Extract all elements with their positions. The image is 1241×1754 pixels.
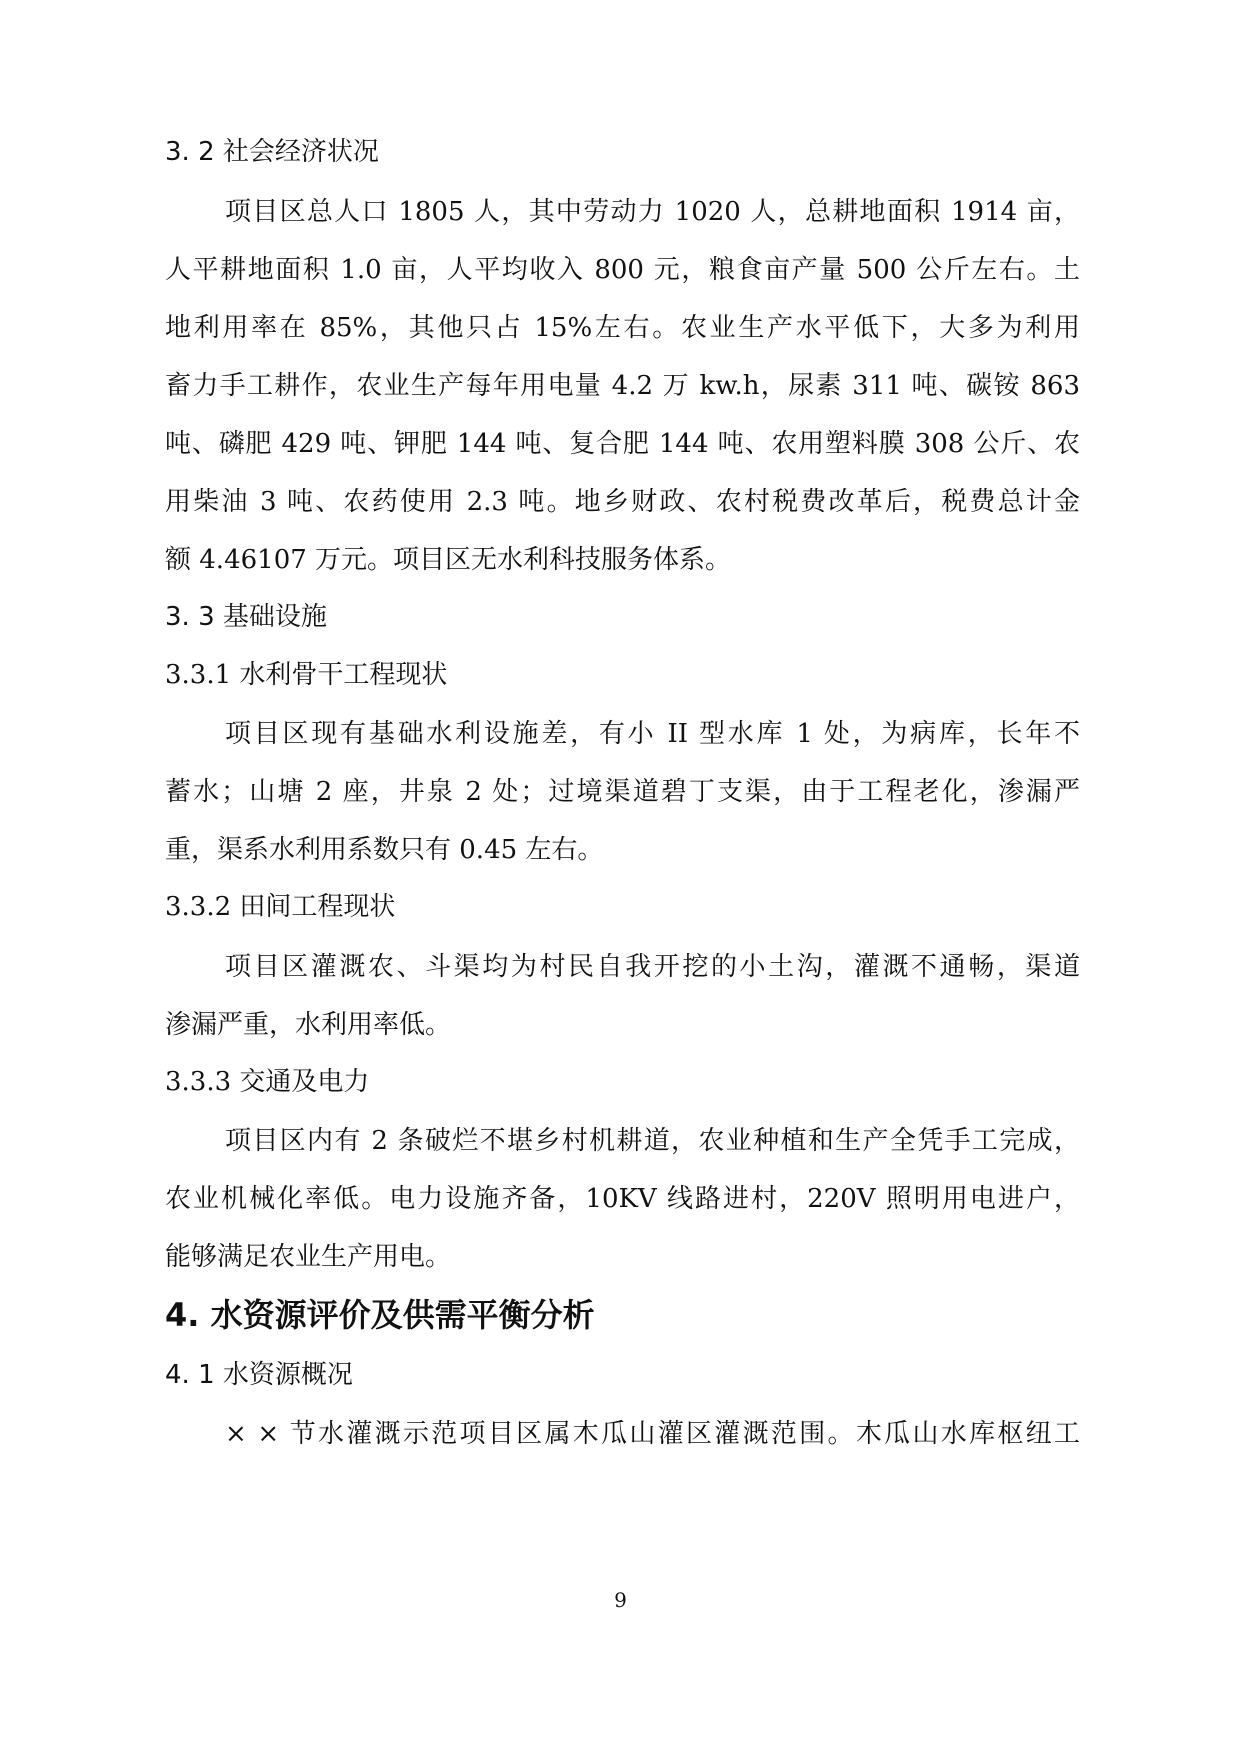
paragraph-line: 额 4.46107 万元。项目区无水利科技服务体系。 — [165, 545, 732, 575]
section-heading-3-3-2: 3.3.2 田间工程现状 — [165, 892, 396, 922]
paragraph-line: 能够满足农业生产用电。 — [165, 1242, 452, 1272]
paragraph-line: 地利用率在 85%，其他只占 15%左右。农业生产水平低下，大多为利用 — [165, 313, 1080, 343]
paragraph-line: 重，渠系水利用系数只有 0.45 左右。 — [165, 835, 604, 865]
paragraph-line: 吨、磷肥 429 吨、钾肥 144 吨、复合肥 144 吨、农用塑料膜 308 公斤、农 — [165, 429, 1080, 459]
paragraph-line: 项目区现有基础水利设施差，有小 II 型水库 1 处，为病库，长年不 — [225, 719, 1080, 749]
paragraph-line: 项目区总人口 1805 人，其中劳动力 1020 人，总耕地面积 1914 亩， — [225, 197, 1080, 227]
section-heading-4-1: 4. 1 水资源概况 — [165, 1360, 353, 1390]
section-heading-3-3-3: 3.3.3 交通及电力 — [165, 1067, 370, 1097]
paragraph-line: 蓄水；山塘 2 座，井泉 2 处；过境渠道碧丁支渠，由于工程老化，渗漏严 — [165, 777, 1080, 807]
section-heading-3-3-1: 3.3.1 水利骨干工程现状 — [165, 660, 448, 690]
paragraph-line: 项目区灌溉农、斗渠均为村民自我开挖的小土沟，灌溉不通畅，渠道 — [225, 952, 1080, 982]
paragraph-line: 农业机械化率低。电力设施齐备，10KV 线路进村，220V 照明用电进户， — [165, 1184, 1080, 1214]
paragraph-line: 渗漏严重，水利用率低。 — [165, 1010, 452, 1040]
paragraph-line: × × 节水灌溉示范项目区属木瓜山灌区灌溉范围。木瓜山水库枢纽工 — [225, 1419, 1080, 1449]
section-heading-3-3: 3. 3 基础设施 — [165, 602, 327, 632]
page-number: 9 — [614, 1588, 627, 1612]
section-heading-3-2: 3. 2 社会经济状况 — [165, 137, 379, 167]
chapter-heading-4: 4. 水资源评价及供需平衡分析 — [165, 1296, 595, 1334]
paragraph-line: 畜力手工耕作，农业生产每年用电量 4.2 万 kw.h，尿素 311 吨、碳铵 863 — [165, 371, 1080, 401]
paragraph-line: 用柴油 3 吨、农药使用 2.3 吨。地乡财政、农村税费改革后，税费总计金 — [165, 487, 1080, 517]
paragraph-line: 项目区内有 2 条破烂不堪乡村机耕道，农业种植和生产全凭手工完成， — [225, 1126, 1080, 1156]
paragraph-line: 人平耕地面积 1.0 亩，人平均收入 800 元，粮食亩产量 500 公斤左右。土 — [165, 255, 1080, 285]
